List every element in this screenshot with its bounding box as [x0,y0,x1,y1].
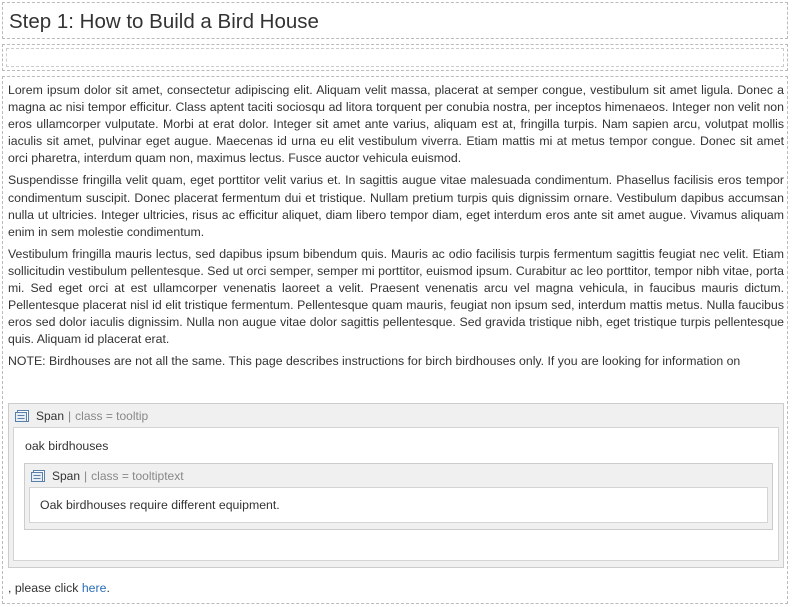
tooltiptext-class-label: class = tooltiptext [91,468,184,483]
after-text: , please click [8,581,82,595]
tooltip-separator: | [68,408,72,423]
paragraph-2: Suspendisse fringilla velit quam, eget porttitor velit varius et. In sagittis augue vitae malesuada condimentum. Phasellus facilisis eros tempor condimentum suscipit. Donec placerat fermentum dui et tristique. Nullam pretium turpis quis dignissim ornare. Vestibulum dapibus accumsan nulla ut ultricies. Integer ultricies, risus ac efficitur aliquet, diam libero tempor diam, eget interdum eros ante sit amet augue. Vivamus aliquam enim in sem molestie condimentum. [8,173,784,239]
span-element-icon [31,470,45,482]
after-end: . [106,581,110,595]
tooltip-span-box[interactable] [8,403,784,568]
paragraph-3: Vestibulum fringilla mauris lectus, sed dapibus ipsum bibendum quis. Mauris ac odio facilisis turpis fermentum sagittis feugiat nec velit. Etiam sollicitudin vestibulum pellentesque. Sed ut orci semper, semper mi porttitor, euismod ipsum. Curabitur ac leo porttitor, tempor nibh vitae, porta mi. Sed eget orci at est ullamcorper venenatis laoreet a velit. Praesent venenatis arcu vel magna vehicula, in faucibus mauris dictum. Pellentesque placerat nisl id elit tristique fermentum. Pellentesque quam mauris, feugiat non ipsum sed, interdum mattis metus. Nulla faucibus eros sed dolor iaculis dignissim. Nulla non augue vitae dolor sagittis pellentesque. Sed gravida tristique nibh, eget tristique turpis pellentesque quis. Aliquam id placerat erat. [8,246,784,347]
span-element-icon [15,410,29,422]
tooltip-element-name: Span [36,408,65,423]
empty-placeholder-inner [6,48,784,67]
tooltip-span-body [13,427,779,561]
tooltiptext-separator: | [84,468,88,483]
tooltiptext-text: Oak birdhouses require different equipment. [40,498,280,512]
title-block [2,2,788,39]
tooltiptext-span-box[interactable] [24,463,773,530]
tooltip-class-label: class = tooltip [75,408,149,423]
tooltiptext-element-name: Span [52,468,81,483]
paragraph-1: Lorem ipsum dolor sit amet, consectetur adipiscing elit. Aliquam velit massa, placerat at semper congue, vestibulum sit amet ligula. Donec a magna ac nisi tempor efficitur. Class aptent taciti sociosqu ad litora torquent per conubia nostra, per inceptos himenaeos. Integer non velit non eros ullamcorper vulputate. Morbi at erat dolor. Integer sit amet ante varius, aliquam est at, fringilla turpis. Nam sapien arcu, volutpat mollis iaculis sit amet, pulvinar eget augue. Maecenas id urna eu elit vestibulum viverra. Etiam mattis mi at metus tempor congue. Donec sit amet orci pharetra, interdum quam non, maximus lectus. Fusce auctor vehicula euismod. [8,83,784,166]
tooltiptext-span-header [25,464,772,487]
empty-placeholder-block [2,44,788,71]
tooltip-text: oak birdhouses [25,439,109,453]
after-tooltip-line [8,581,110,595]
here-link[interactable]: here [81,581,107,595]
note-paragraph: NOTE: Birdhouses are not all the same. This page describes instructions for birch birdhouses only. If you are looking for information on [8,354,741,369]
tooltip-span-header [9,404,783,427]
tooltiptext-span-body [29,487,768,523]
content-block [2,76,788,604]
content-text [8,82,784,371]
page-title: Step 1: How to Build a Bird House [9,10,319,33]
